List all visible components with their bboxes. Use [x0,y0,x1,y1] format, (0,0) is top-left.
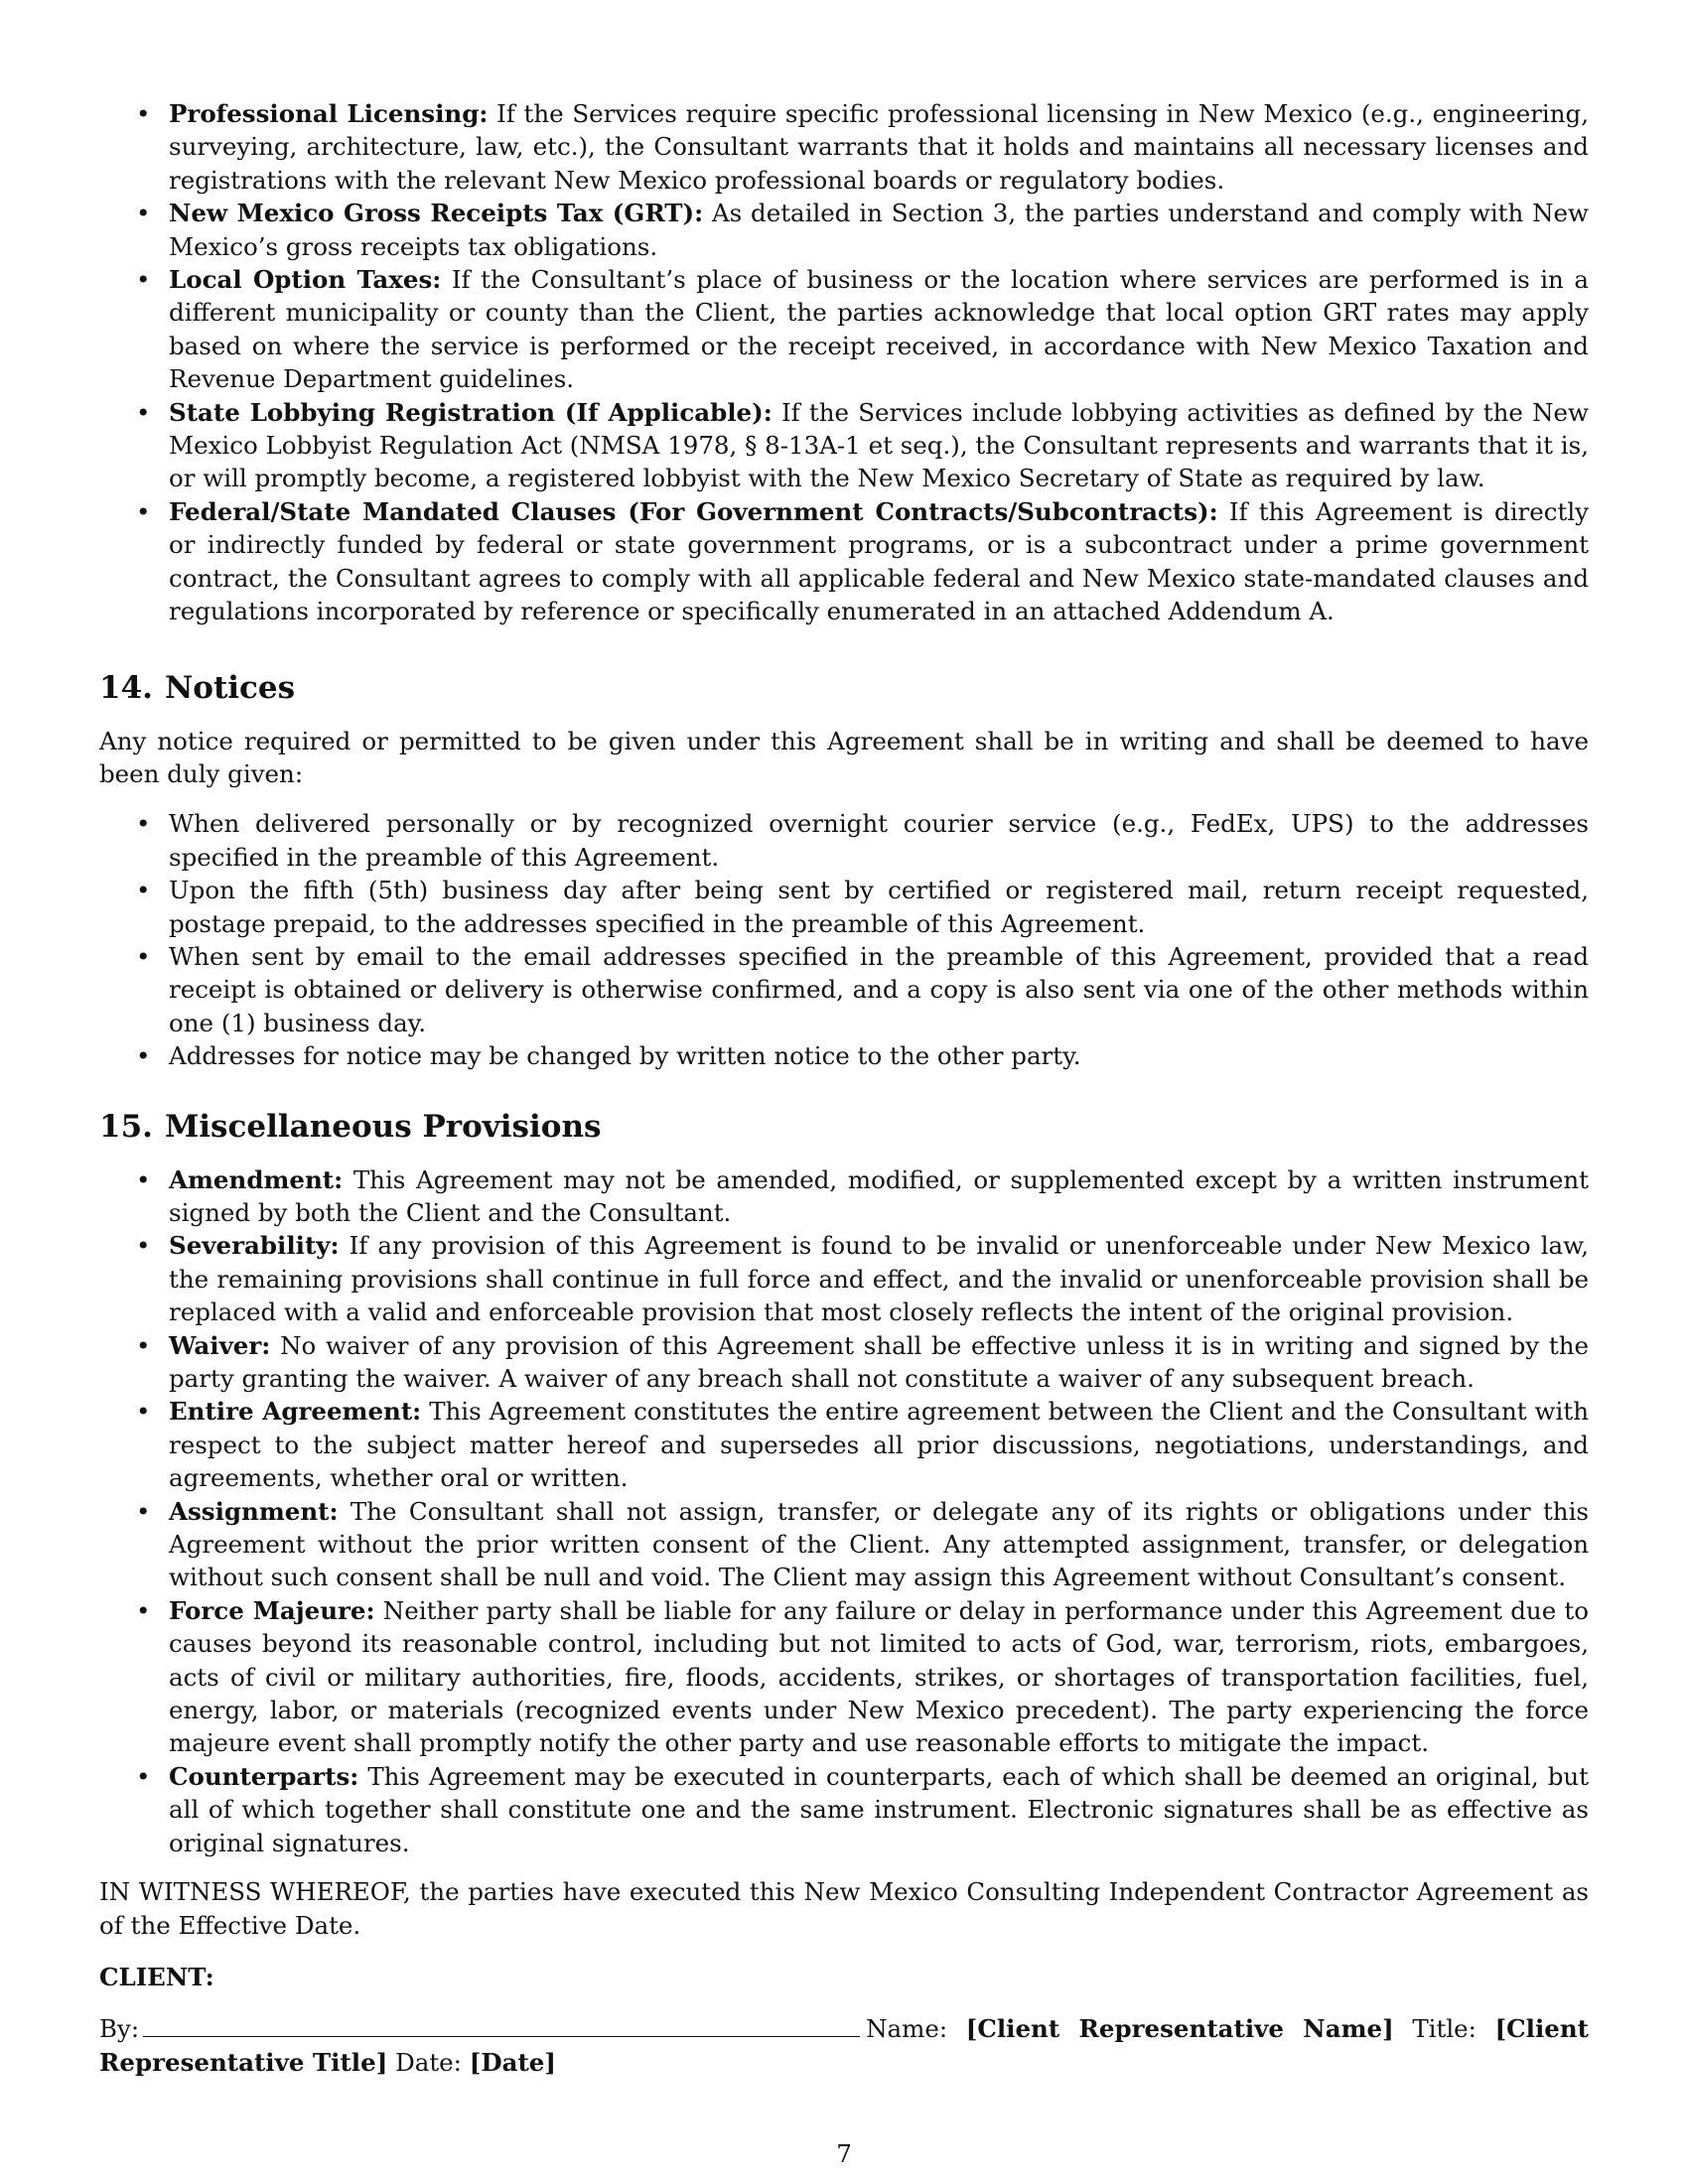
list-item [99,197,1589,263]
title-label: Title: [1412,2014,1477,2044]
section-number: 15. [99,1108,153,1145]
name-value: [Client Representative Name] [965,2014,1394,2044]
item-text: This Agreement constitutes the entire agreement between the Client and the Consultant with respect to the subject matter hereof and supersedes all prior discussions, negotiations, understandings, and agreements, whether oral or written. [169,1397,1589,1493]
list-item [99,1229,1589,1328]
by-label: By: [99,2014,140,2044]
notices-intro: Any notice required or permitted to be given under this Agreement shall be in writing and shall be deemed to have been duly given: [99,726,1589,788]
list-item [99,1495,1589,1594]
misc-list [99,1163,1589,1860]
list-item [99,1395,1589,1494]
notices-list [99,807,1589,1072]
list-item [99,97,1589,197]
item-lead: Federal/State Mandated Clauses (For Government Contracts/Subcontracts): [169,496,1218,526]
item-lead: Assignment: [169,1496,339,1526]
item-lead: Professional Licensing: [169,99,489,128]
item-lead: New Mexico Gross Receipts Tax (GRT): [169,199,704,228]
signature-line[interactable] [143,2014,860,2037]
list-item: • When delivered personally or by recognized overnight courier service (e.g., FedEx, UPS) to the addresses specified in the preamble of this Agreement. [99,807,1589,874]
client-label: CLIENT: [99,1962,214,1991]
list-item: • When sent by email to the email addresses specified in the preamble of this Agreement, provided that a read receipt is obtained or delivery is otherwise confirmed, and a copy is also sent via one of the other methods within one (1) business day. [99,940,1589,1039]
section-number: 14. [99,669,153,706]
page-number: 7 [836,2139,852,2168]
list-item [99,396,1589,495]
item-text: No waiver of any provision of this Agreement shall be effective unless it is in writing and signed by the party granting the waiver. A waiver of any breach shall not constitute a waiver of any subsequent breach. [169,1330,1589,1393]
item-lead: Local Option Taxes: [169,265,442,295]
title-value: [Client Representative Title] [99,2014,1589,2077]
item-lead: Waiver: [169,1330,271,1360]
list-item [99,1760,1589,1859]
section-title: Miscellaneous Provisions [164,1108,602,1145]
item-lead: Amendment: [169,1164,344,1194]
list-item [99,1329,1589,1396]
item-lead: Severability: [169,1231,340,1261]
date-label: Date: [395,2047,462,2077]
item-text: As detailed in Section 3, the parties understand and comply with New Mexico’s gross receipts tax obligations. [169,199,1590,261]
list-item [99,1163,1589,1230]
continued-list [99,97,1589,628]
date-value: [Date] [469,2047,556,2077]
witness-clause: IN WITNESS WHEREOF, the parties have executed this New Mexico Consulting Independent Contractor Agreement as of the Effective Date. [99,1877,1589,1940]
list-item [99,1594,1589,1760]
item-text: The Consultant shall not assign, transfer, or delegate any of its rights or obligations under this Agreement without the prior written consent of the Client. Any attempted assignment, transfer, or delegation without such consent shall be null and void. The Client may assign this Agreement without Consultant’s consent. [169,1496,1589,1592]
item-text: This Agreement may be executed in counterparts, each of which shall be deemed an original, but all of which together shall constitute one and the same instrument. Electronic signatures shall be as effective as original signatures. [169,1761,1589,1857]
list-item [99,263,1589,396]
section-heading-notices [99,668,1589,708]
name-label: Name: [866,2014,948,2044]
item-lead: Entire Agreement: [169,1397,422,1427]
section-title: Notices [164,669,296,706]
list-item: • Addresses for notice may be changed by written notice to the other party. [99,1039,1589,1072]
item-lead: Force Majeure: [169,1595,375,1625]
item-lead: State Lobbying Registration (If Applicable): [169,397,773,427]
item-text: Neither party shall be liable for any failure or delay in performance under this Agreement due to causes beyond its reasonable control, including but not limited to acts of God, war, terrorism, riots, embargoes, acts of civil or military authorities, fire, floods, accidents, strikes, or shortages of transportation facilities, fuel, energy, labor, or materials (recognized events under New Mexico precedent). The party experiencing the force majeure event shall promptly notify the other party and use reasonable efforts to mitigate the impact. [169,1595,1590,1758]
item-text: If the Services require specific professional licensing in New Mexico (e.g., engineering, surveying, architecture, law, etc.), the Consultant warrants that it holds and maintains all necessary licenses and registrations with the relevant New Mexico professional boards or regulatory bodies. [169,99,1589,195]
item-lead: Counterparts: [169,1761,359,1791]
item-text: If any provision of this Agreement is found to be invalid or unenforceable under New Mexico law, the remaining provisions shall continue in full force and effect, and the invalid or unenforceable provision shall be replaced with a valid and enforceable provision that most closely reflects the intent of the original provision. [169,1231,1589,1327]
list-item [99,495,1589,628]
item-text: If the Consultant’s place of business or the location where services are performed is in a different municipality or county than the Client, the parties acknowledge that local option GRT rates may apply based on where the service is performed or the receipt received, in accordance with New Mexico Taxation and Revenue Department guidelines. [169,265,1589,394]
signature-block [99,2012,1589,2079]
item-text: This Agreement may not be amended, modified, or supplemented except by a written instrument signed by both the Client and the Consultant. [169,1164,1589,1227]
document-page [99,97,1589,2079]
item-text: If the Services include lobbying activities as defined by the New Mexico Lobbyist Regulation Act (NMSA 1978, § 8-13A-1 et seq.), the Consultant represents and warrants that it is, or will promptly become, a registered lobbyist with the New Mexico Secretary of State as required by law. [169,397,1589,493]
list-item: • Upon the fifth (5th) business day after being sent by certified or registered mail, return receipt requested, postage prepaid, to the addresses specified in the preamble of this Agreement. [99,874,1589,940]
section-heading-misc [99,1107,1589,1147]
item-text: If this Agreement is directly or indirectly funded by federal or state government programs, or is a subcontract under a prime government contract, the Consultant agrees to comply with all applicable federal and New Mexico state-mandated clauses and regulations incorporated by reference or specifically enumerated in an attached Addendum A. [169,496,1589,626]
